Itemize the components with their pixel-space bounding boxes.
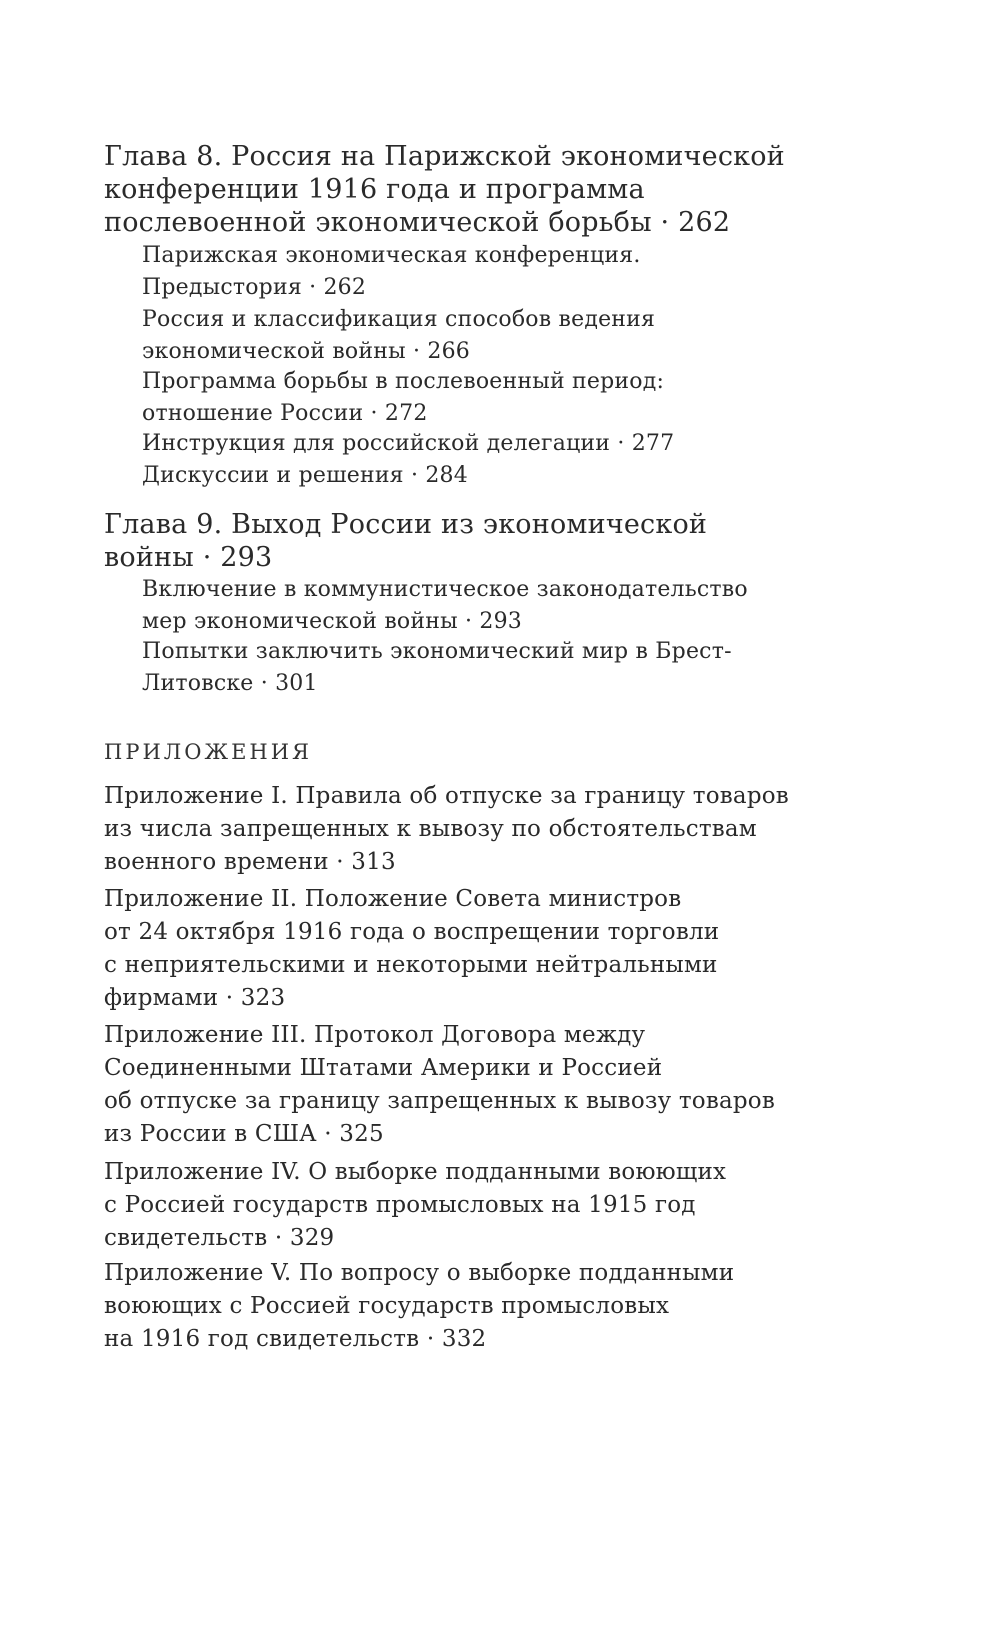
subsection-line: Литовске · 301 <box>142 671 318 696</box>
appendix-line: об отпуске за границу запрещенных к вывозу товаров <box>104 1088 776 1114</box>
subsection-line: экономической войны · 266 <box>142 339 470 364</box>
appendix-line: с неприятельскими и некоторыми нейтральными <box>104 952 718 978</box>
appendix-line: Приложение III. Протокол Договора между <box>104 1022 646 1048</box>
appendix-line: на 1916 год свидетельств · 332 <box>104 1326 487 1352</box>
appendix-line: свидетельств · 329 <box>104 1225 335 1251</box>
appendix-line: военного времени · 313 <box>104 849 396 875</box>
toc-appendix-1[interactable] <box>104 780 804 879</box>
toc-subsection[interactable] <box>142 240 842 304</box>
appendix-line: из России в США · 325 <box>104 1121 384 1147</box>
toc-subsection[interactable] <box>142 366 842 430</box>
subsection-line: Программа борьбы в послевоенный период: <box>142 369 665 394</box>
subsection-line: отношение России · 272 <box>142 401 428 426</box>
subsection-line: мер экономической войны · 293 <box>142 609 522 634</box>
toc-subsection[interactable] <box>142 636 842 700</box>
toc-subsection[interactable] <box>142 428 842 460</box>
appendix-line: Приложение V. По вопросу о выборке подданными <box>104 1260 735 1286</box>
appendix-line: с Россией государств промысловых на 1915 год <box>104 1192 696 1218</box>
chapter-title-line: Глава 9. Выход России из экономической <box>104 509 708 540</box>
appendix-line: Приложение I. Правила об отпуске за границу товаров <box>104 783 789 809</box>
toc-appendix-4[interactable] <box>104 1156 804 1255</box>
appendix-line: фирмами · 323 <box>104 985 286 1011</box>
appendix-line: Приложение II. Положение Совета министров <box>104 886 682 912</box>
appendix-line: из числа запрещенных к вывозу по обстоятельствам <box>104 816 757 842</box>
toc-appendix-5[interactable] <box>104 1257 804 1356</box>
subsection-line: Дискуссии и решения · 284 <box>142 463 468 488</box>
appendix-line: от 24 октября 1916 года о воспрещении торговли <box>104 919 720 945</box>
subsection-line: Попытки заключить экономический мир в Брест- <box>142 639 732 664</box>
toc-subsection[interactable] <box>142 460 842 492</box>
subsection-line: Предыстория · 262 <box>142 275 367 300</box>
toc-appendix-2[interactable] <box>104 883 804 1015</box>
toc-subsection[interactable] <box>142 304 842 368</box>
subsection-line: Парижская экономическая конференция. <box>142 243 641 268</box>
chapter-title-line: послевоенной экономической борьбы · 262 <box>104 207 731 238</box>
subsection-line: Россия и классификация способов ведения <box>142 307 656 332</box>
chapter-title-line: войны · 293 <box>104 542 273 573</box>
toc-subsection[interactable] <box>142 574 842 638</box>
subsection-line: Включение в коммунистическое законодательство <box>142 577 748 602</box>
subsection-line: Инструкция для российской делегации · 277 <box>142 431 675 456</box>
appendix-line: Соединенными Штатами Америки и Россией <box>104 1055 663 1081</box>
chapter-title-line: Глава 8. Россия на Парижской экономической <box>104 141 785 172</box>
appendices-heading: ПРИЛОЖЕНИЯ <box>104 740 313 764</box>
appendix-line: Приложение IV. О выборке подданными воюющих <box>104 1159 727 1185</box>
toc-appendix-3[interactable] <box>104 1019 804 1151</box>
appendix-line: воюющих с Россией государств промысловых <box>104 1293 670 1319</box>
toc-chapter-9[interactable] <box>104 508 824 574</box>
chapter-title-line: конференции 1916 года и программа <box>104 174 645 205</box>
toc-chapter-8[interactable] <box>104 140 824 239</box>
